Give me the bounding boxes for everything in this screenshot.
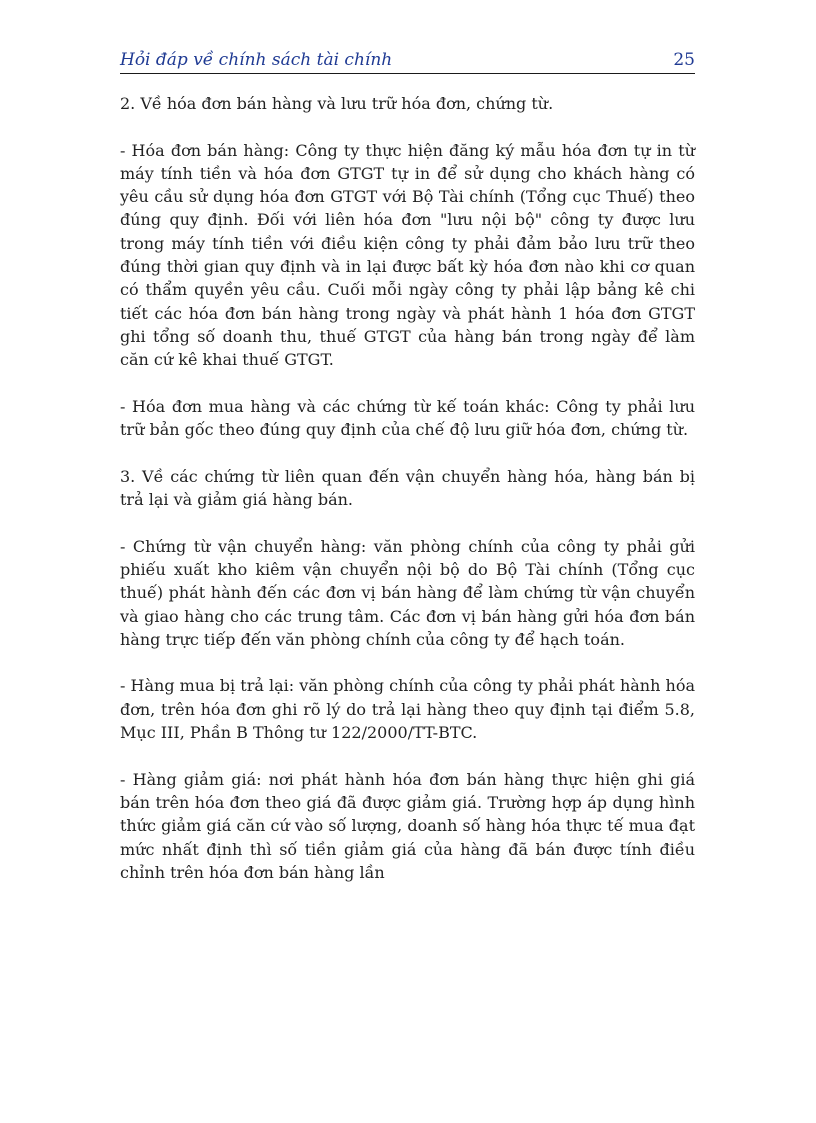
paragraph-discounted-goods: - Hàng giảm giá: nơi phát hành hóa đơn bán hàng thực hiện ghi giá bán trên hóa đơn theo giá đã được giảm giá. Trường hợp áp dụng hình thức giảm giá căn cứ vào số lượng, doanh số hàng hóa thực tế mua đạt mức nhất định thì số tiền giảm giá của hàng đã bán được tính điều chỉnh trên hóa đơn bán hàng lần — [120, 769, 695, 882]
header-title: Hỏi đáp về chính sách tài chính — [120, 50, 393, 70]
page-number: 25 — [673, 50, 695, 70]
paragraph-sales-invoice: - Hóa đơn bán hàng: Công ty thực hiện đăng ký mẫu hóa đơn tự in từ máy tính tiền và hóa đơn GTGT tự in để sử dụng cho khách hàng có yêu cầu sử dụng hóa đơn GTGT với Bộ Tài chính (Tổng cục Thuế) theo đúng quy định. Đối với liên hóa đơn "lưu nội bộ" công ty được lưu trong máy tính tiền với điều kiện công ty phải đảm bảo lưu trữ theo đúng thời gian quy định và in lại được bất kỳ hóa đơn nào khi cơ quan có thẩm quyền yêu cầu. Cuối mỗi ngày công ty phải lập bảng kê chi tiết các hóa đơn bán hàng trong ngày và phát hành 1 hóa đơn GTGT ghi tổng số doanh thu, thuế GTGT của hàng bán trong ngày để làm căn cứ kê khai thuế GTGT. — [120, 140, 695, 370]
section-heading-3: 3. Về các chứng từ liên quan đến vận chuyển hàng hóa, hàng bán bị trả lại và giảm giá hàng bán. — [120, 466, 695, 510]
paragraph-returned-goods: - Hàng mua bị trả lại: văn phòng chính của công ty phải phát hành hóa đơn, trên hóa đơn ghi rõ lý do trả lại hàng theo quy định tại điểm 5.8, Mục III, Phần B Thông tư 122/2000/TT-BTC. — [120, 676, 695, 743]
document-page — [120, 0, 695, 1123]
paragraph-transport-documents: - Chứng từ vận chuyển hàng: văn phòng chính của công ty phải gửi phiếu xuất kho kiêm vận chuyển nội bộ do Bộ Tài chính (Tổng cục thuế) phát hành đến các đơn vị bán hàng để làm chứng từ vận chuyển và giao hàng cho các trung tâm. Các đơn vị bán hàng gửi hóa đơn bán hàng trực tiếp đến văn phòng chính của công ty để hạch toán. — [120, 536, 695, 649]
paragraph-purchase-invoice: - Hóa đơn mua hàng và các chứng từ kế toán khác: Công ty phải lưu trữ bản gốc theo đúng quy định của chế độ lưu giữ hóa đơn, chứng từ. — [120, 396, 695, 440]
body-text — [120, 92, 695, 884]
running-header — [120, 49, 695, 74]
section-heading-2: 2. Về hóa đơn bán hàng và lưu trữ hóa đơn, chứng từ. — [120, 94, 554, 113]
